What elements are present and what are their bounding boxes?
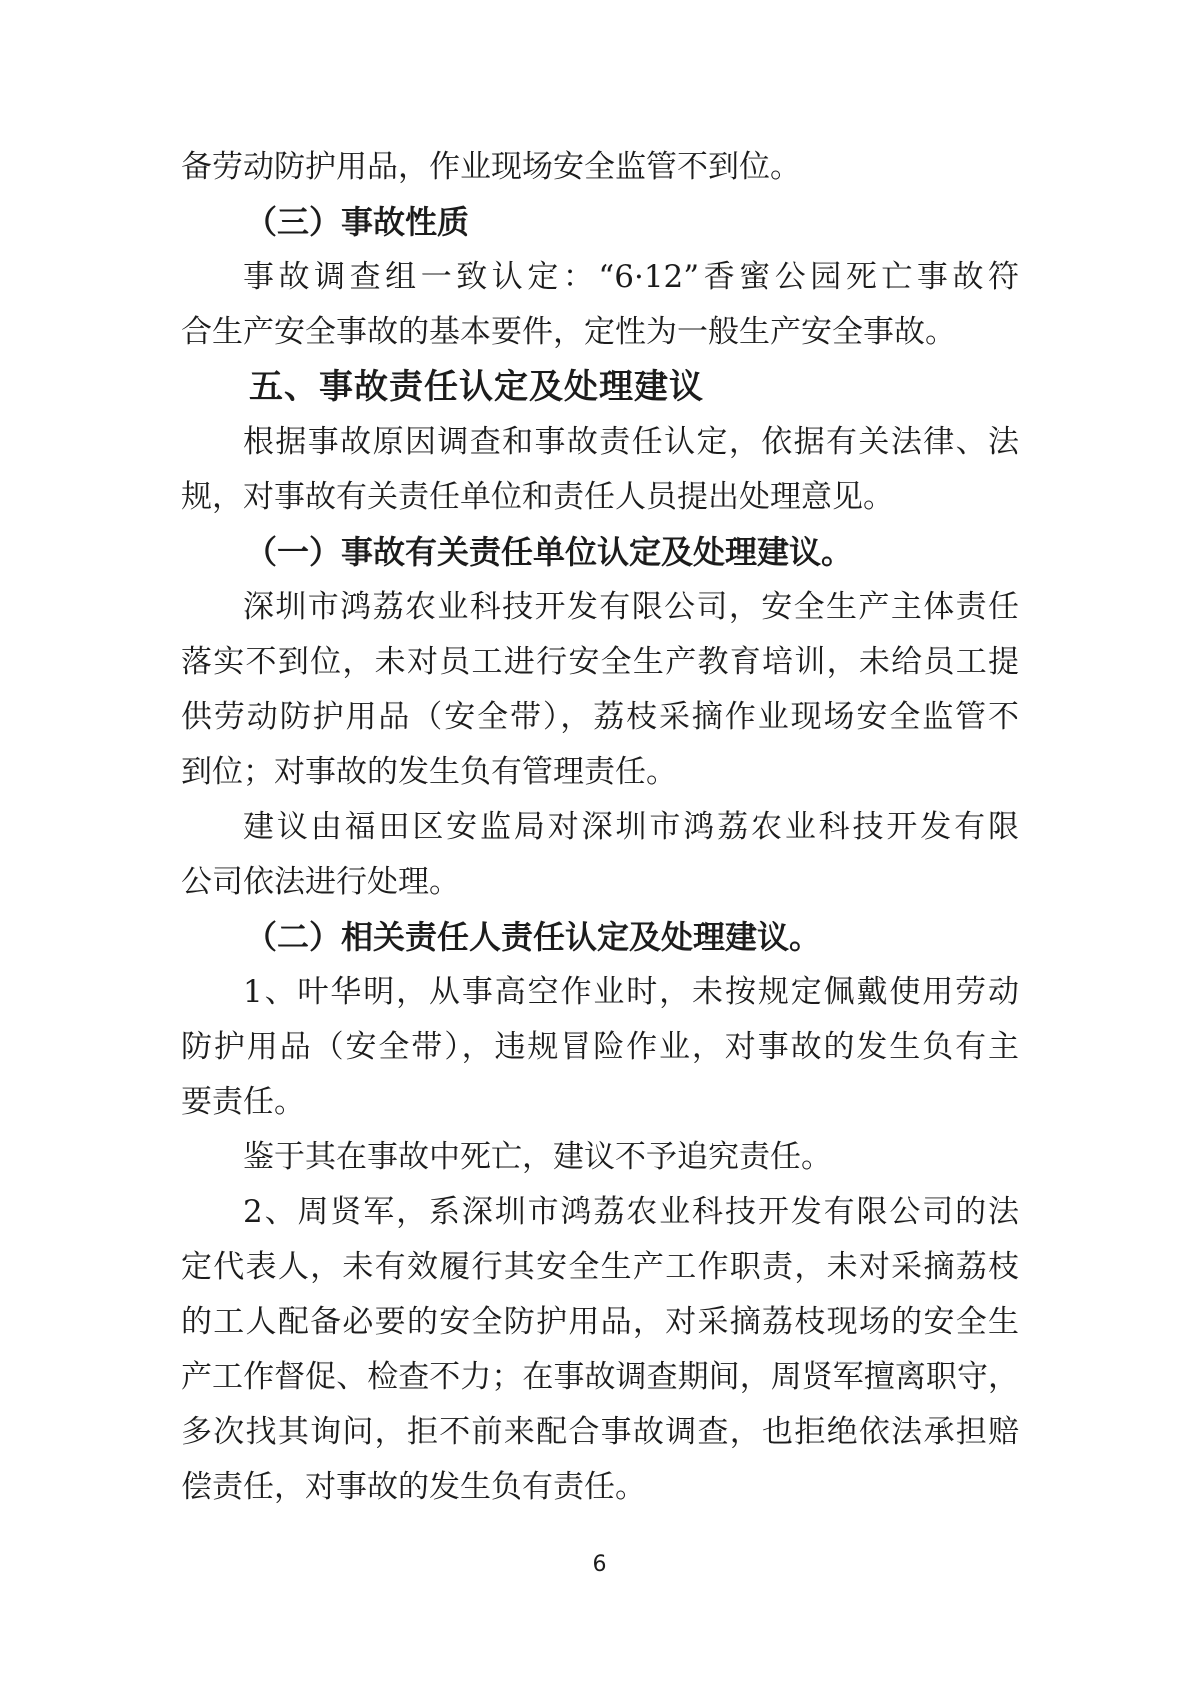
body-line: 规，对事故有关责任单位和责任人员提出处理意见。 (181, 479, 894, 515)
body-line: 多次找其询问，拒不前来配合事故调查，也拒绝依法承担赔 (181, 1414, 1019, 1450)
body-line: 备劳动防护用品，作业现场安全监管不到位。 (181, 149, 801, 185)
body-line: 2、周贤军，系深圳市鸿荔农业科技开发有限公司的法 (243, 1194, 1019, 1230)
body-line: 事故调查组一致认定：“6·12”香蜜公园死亡事故符 (243, 259, 1019, 295)
body-line: 落实不到位，未对员工进行安全生产教育培训，未给员工提 (181, 644, 1019, 680)
body-line: 鉴于其在事故中死亡，建议不予追究责任。 (243, 1139, 832, 1175)
body-line: 公司依法进行处理。 (181, 864, 460, 900)
body-line: 1、叶华明，从事高空作业时，未按规定佩戴使用劳动 (243, 974, 1019, 1010)
body-line: 偿责任，对事故的发生负有责任。 (181, 1469, 646, 1505)
body-line: 防护用品（安全带），违规冒险作业，对事故的发生负有主 (181, 1029, 1019, 1065)
body-line: 根据事故原因调查和事故责任认定，依据有关法律、法 (243, 424, 1019, 460)
page-number: 6 (592, 1552, 607, 1577)
body-line: 要责任。 (181, 1084, 305, 1120)
body-line: 供劳动防护用品（安全带），荔枝采摘作业现场安全监管不 (181, 699, 1019, 735)
sub-heading: （二）相关责任人责任认定及处理建议。 (245, 918, 822, 956)
body-line: 到位；对事故的发生负有管理责任。 (181, 754, 677, 790)
body-line: 产工作督促、检查不力；在事故调查期间，周贤军擅离职守， (181, 1359, 1019, 1395)
text-block (181, 140, 1019, 1515)
body-line: 合生产安全事故的基本要件，定性为一般生产安全事故。 (181, 314, 956, 350)
sub-heading: （三）事故性质 (245, 203, 470, 241)
body-line: 建议由福田区安监局对深圳市鸿荔农业科技开发有限 (243, 809, 1019, 845)
body-line: 深圳市鸿荔农业科技开发有限公司，安全生产主体责任 (243, 589, 1019, 625)
body-line: 的工人配备必要的安全防护用品，对采摘荔枝现场的安全生 (181, 1304, 1019, 1340)
body-line: 定代表人，未有效履行其安全生产工作职责，未对采摘荔枝 (181, 1249, 1019, 1285)
section-heading: 五、事故责任认定及处理建议 (249, 367, 704, 407)
sub-heading: （一）事故有关责任单位认定及处理建议。 (245, 533, 854, 571)
